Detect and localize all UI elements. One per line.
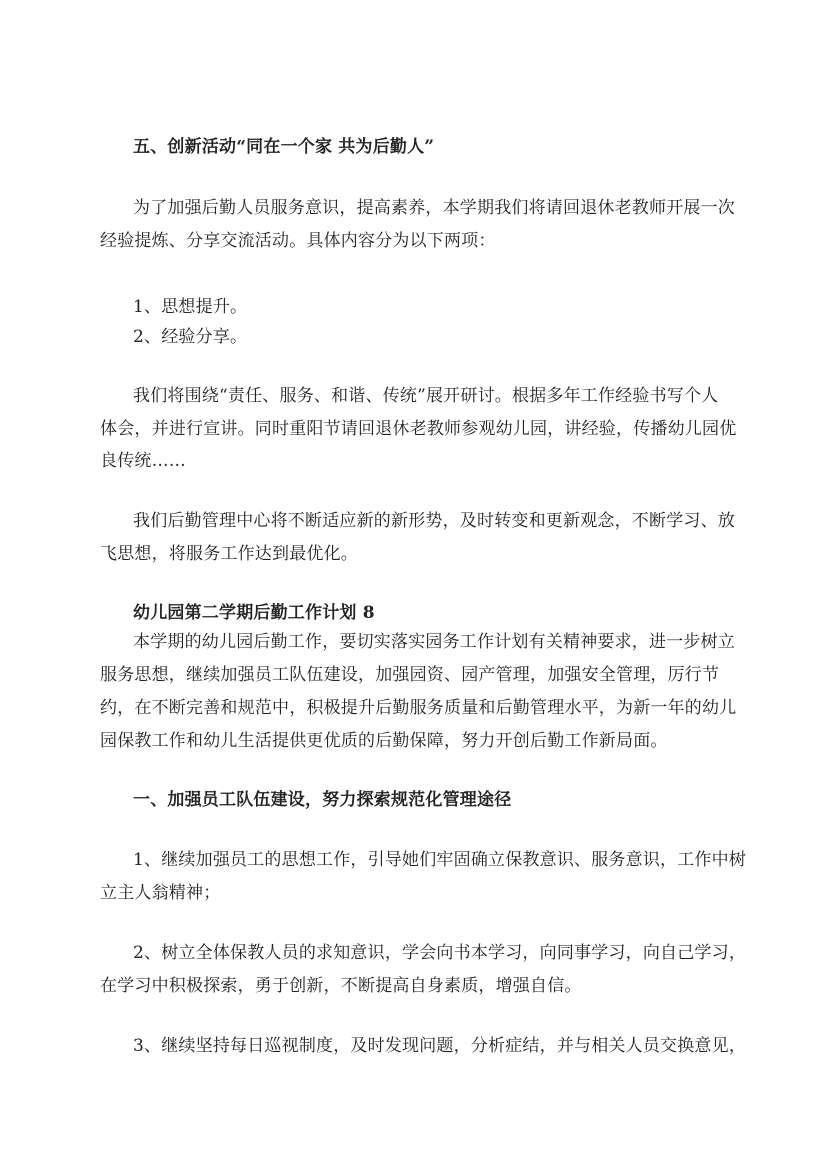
text-line: 2、树立全体保教人员的求知意识，学会向书本学习，向同事学习，向自己学习，	[133, 943, 747, 963]
text-line: 在学习中积极探索，勇于创新，不断提高自身素质，增强自信。	[100, 976, 582, 996]
text-line: 约，在不断完善和规范中，积极提升后勤服务质量和后勤管理水平，为新一年的幼儿	[100, 698, 737, 718]
text-line: 立主人翁精神；	[100, 883, 221, 903]
text-line: 良传统……	[100, 451, 186, 471]
text-line: 我们后勤管理中心将不断适应新的新形势，及时转变和更新观念，不断学习、放	[133, 511, 735, 531]
text-line: 我们将围绕“责任、服务、和谐、传统”展开研讨。根据多年工作经验书写个人	[133, 386, 719, 406]
text-line: 体会，并进行宣讲。同时重阳节请回退休老教师参观幼儿园，讲经验，传播幼儿园优	[100, 419, 737, 439]
text-line: 3、继续坚持每日巡视制度，及时发现问题，分析症结，并与相关人员交换意见，	[133, 1036, 747, 1056]
text-line: 为了加强后勤人员服务意识，提高素养，本学期我们将请回退休老教师开展一次	[133, 198, 735, 218]
text-line: 本学期的幼儿园后勤工作，要切实落实园务工作计划有关精神要求，进一步树立	[133, 632, 735, 652]
section-heading: 一、加强员工队伍建设，努力探索规范化管理途径	[133, 790, 512, 810]
list-item: 2、经验分享。	[133, 327, 248, 347]
text-line: 1、继续加强员工的思想工作，引导她们牢固确立保教意识、服务意识，工作中树	[133, 850, 747, 870]
text-line: 经验提炼、分享交流活动。具体内容分为以下两项：	[100, 231, 496, 251]
list-item: 1、思想提升。	[133, 297, 248, 317]
text-line: 园保教工作和幼儿生活提供更优质的后勤保障，努力开创后勤工作新局面。	[100, 731, 668, 751]
text-line: 服务思想，继续加强员工队伍建设，加强园资、园产管理，加强安全管理，厉行节	[100, 665, 720, 685]
plan-title: 幼儿园第二学期后勤工作计划 8	[133, 603, 375, 623]
section-heading: 五、创新活动“同在一个家 共为后勤人”	[133, 137, 435, 157]
text-line: 飞思想，将服务工作达到最优化。	[100, 544, 358, 564]
